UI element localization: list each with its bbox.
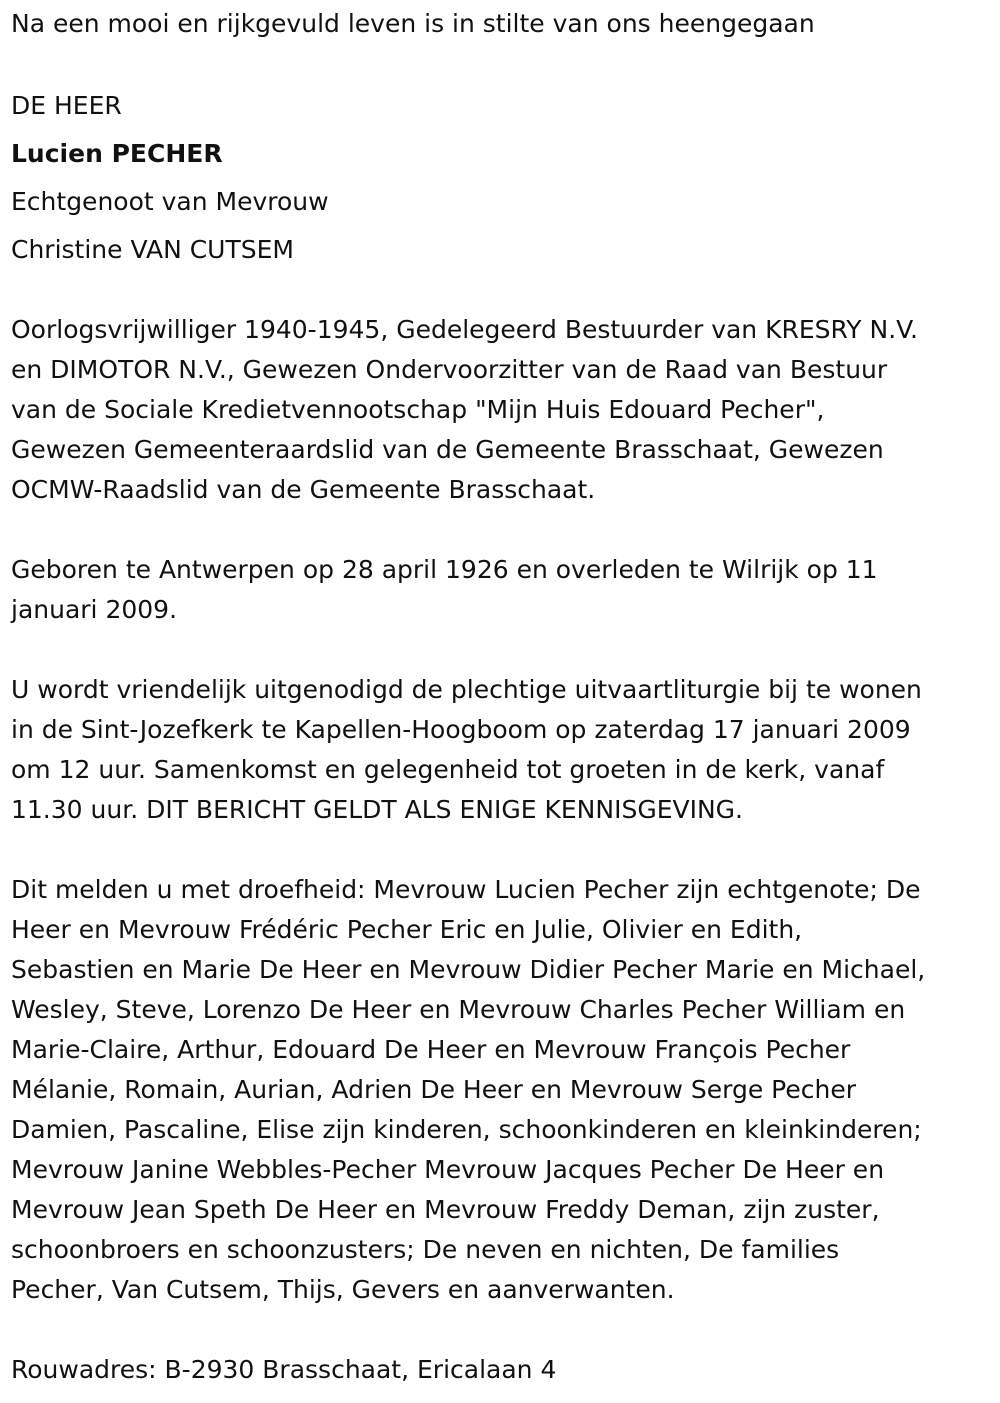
career-line: van de Sociale Kredietvennootschap "Mijn Huis Edouard Pecher", xyxy=(11,395,825,424)
deceased-name: Lucien PECHER xyxy=(11,139,223,168)
birth-death-paragraph xyxy=(11,550,991,630)
family-line: Mevrouw Jean Speth De Heer en Mevrouw Freddy Deman, zijn zuster, xyxy=(11,1195,880,1224)
career-line: Gewezen Gemeenteraardslid van de Gemeente Brasschaat, Gewezen xyxy=(11,435,884,464)
birth-line: januari 2009. xyxy=(11,595,178,624)
intro-text: Na een mooi en rijkgevuld leven is in stilte van ons heengegaan xyxy=(11,9,815,38)
family-paragraph xyxy=(11,870,991,1310)
family-line: Sebastien en Marie De Heer en Mevrouw Didier Pecher Marie en Michael, xyxy=(11,955,926,984)
family-line: Dit melden u met droefheid: Mevrouw Lucien Pecher zijn echtgenote; De xyxy=(11,875,921,904)
family-line: Mevrouw Janine Webbles-Pecher Mevrouw Jacques Pecher De Heer en xyxy=(11,1155,885,1184)
spouse-name: Christine VAN CUTSEM xyxy=(11,235,294,264)
family-line: Mélanie, Romain, Aurian, Adrien De Heer en Mevrouw Serge Pecher xyxy=(11,1075,856,1104)
career-paragraph xyxy=(11,310,991,510)
honorific-title: DE HEER xyxy=(11,91,122,120)
family-line: Damien, Pascaline, Elise zijn kinderen, schoonkinderen en kleinkinderen; xyxy=(11,1115,922,1144)
career-line: OCMW-Raadslid van de Gemeente Brasschaat. xyxy=(11,475,596,504)
funeral-line: om 12 uur. Samenkomst en gelegenheid tot groeten in de kerk, vanaf xyxy=(11,755,885,784)
funeral-paragraph xyxy=(11,670,991,830)
career-line: Oorlogsvrijwilliger 1940-1945, Gedelegeerd Bestuurder van KRESRY N.V. xyxy=(11,315,918,344)
funeral-line: U wordt vriendelijk uitgenodigd de plechtige uitvaartliturgie bij te wonen xyxy=(11,675,922,704)
family-line: Marie-Claire, Arthur, Edouard De Heer en Mevrouw François Pecher xyxy=(11,1035,851,1064)
family-line: Pecher, Van Cutsem, Thijs, Gevers en aanverwanten. xyxy=(11,1275,675,1304)
funeral-line: 11.30 uur. DIT BERICHT GELDT ALS ENIGE KENNISGEVING. xyxy=(11,795,743,824)
funeral-line: in de Sint-Jozefkerk te Kapellen-Hoogboom op zaterdag 17 januari 2009 xyxy=(11,715,911,744)
mourning-address: Rouwadres: B-2930 Brasschaat, Ericalaan 4 xyxy=(11,1355,557,1384)
birth-line: Geboren te Antwerpen op 28 april 1926 en overleden te Wilrijk op 11 xyxy=(11,555,878,584)
career-line: en DIMOTOR N.V., Gewezen Ondervoorzitter van de Raad van Bestuur xyxy=(11,355,888,384)
family-line: Wesley, Steve, Lorenzo De Heer en Mevrouw Charles Pecher William en xyxy=(11,995,906,1024)
family-line: schoonbroers en schoonzusters; De neven en nichten, De families xyxy=(11,1235,840,1264)
family-line: Heer en Mevrouw Frédéric Pecher Eric en Julie, Olivier en Edith, xyxy=(11,915,803,944)
spouse-label: Echtgenoot van Mevrouw xyxy=(11,187,329,216)
